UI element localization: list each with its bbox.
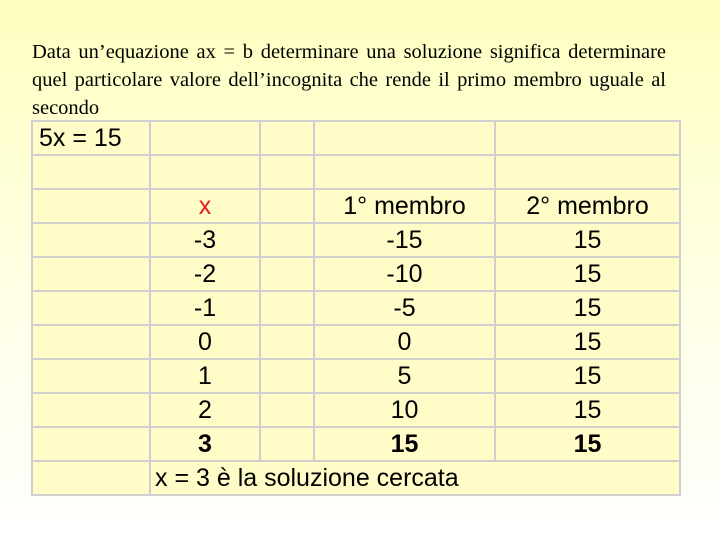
second-member-cell: 15 xyxy=(495,393,680,427)
header-x: x xyxy=(150,189,260,223)
empty-cell xyxy=(260,189,314,223)
empty-cell xyxy=(32,189,150,223)
header-first-member: 1° membro xyxy=(314,189,495,223)
empty-cell xyxy=(314,155,495,189)
x-value-cell: -3 xyxy=(150,223,260,257)
empty-cell xyxy=(260,325,314,359)
empty-cell xyxy=(260,359,314,393)
empty-cell xyxy=(260,393,314,427)
conclusion-row xyxy=(32,461,680,495)
conclusion-cell: x = 3 è la soluzione cercata xyxy=(150,461,680,495)
empty-cell xyxy=(32,325,150,359)
values-table xyxy=(31,120,681,496)
empty-cell xyxy=(150,155,260,189)
second-member-cell: 15 xyxy=(495,325,680,359)
empty-cell xyxy=(260,223,314,257)
empty-cell xyxy=(32,291,150,325)
x-value-cell: 1 xyxy=(150,359,260,393)
empty-cell xyxy=(260,427,314,461)
table-row xyxy=(32,257,680,291)
x-value-cell: -1 xyxy=(150,291,260,325)
table-row xyxy=(32,393,680,427)
first-member-cell: 0 xyxy=(314,325,495,359)
equation-row xyxy=(32,121,680,155)
empty-cell xyxy=(260,155,314,189)
empty-cell xyxy=(32,155,150,189)
second-member-cell: 15 xyxy=(495,359,680,393)
empty-cell xyxy=(150,121,260,155)
blank-row xyxy=(32,155,680,189)
table-row xyxy=(32,427,680,461)
first-member-cell: -5 xyxy=(314,291,495,325)
x-value-cell: 0 xyxy=(150,325,260,359)
x-value-cell: 3 xyxy=(150,427,260,461)
first-member-cell: -15 xyxy=(314,223,495,257)
empty-cell xyxy=(260,257,314,291)
second-member-cell: 15 xyxy=(495,257,680,291)
table-row xyxy=(32,223,680,257)
empty-cell xyxy=(495,155,680,189)
first-member-cell: 10 xyxy=(314,393,495,427)
empty-cell xyxy=(260,291,314,325)
second-member-cell: 15 xyxy=(495,427,680,461)
x-value-cell: -2 xyxy=(150,257,260,291)
table-row xyxy=(32,325,680,359)
empty-cell xyxy=(32,257,150,291)
x-value-cell: 2 xyxy=(150,393,260,427)
empty-cell xyxy=(260,121,314,155)
header-row xyxy=(32,189,680,223)
empty-cell xyxy=(495,121,680,155)
table-row xyxy=(32,291,680,325)
empty-cell xyxy=(314,121,495,155)
empty-cell xyxy=(32,427,150,461)
first-member-cell: 15 xyxy=(314,427,495,461)
header-second-member: 2° membro xyxy=(495,189,680,223)
empty-cell xyxy=(32,461,150,495)
table-row xyxy=(32,359,680,393)
first-member-cell: 5 xyxy=(314,359,495,393)
empty-cell xyxy=(32,359,150,393)
empty-cell xyxy=(32,393,150,427)
intro-text: Data un’equazione ax = b determinare una soluzione significa determinare quel particolare valore dell’incognita che rende il primo membro uguale al secondo xyxy=(32,41,666,119)
equation-cell: 5x = 15 xyxy=(32,121,150,155)
second-member-cell: 15 xyxy=(495,223,680,257)
first-member-cell: -10 xyxy=(314,257,495,291)
second-member-cell: 15 xyxy=(495,291,680,325)
empty-cell xyxy=(32,223,150,257)
